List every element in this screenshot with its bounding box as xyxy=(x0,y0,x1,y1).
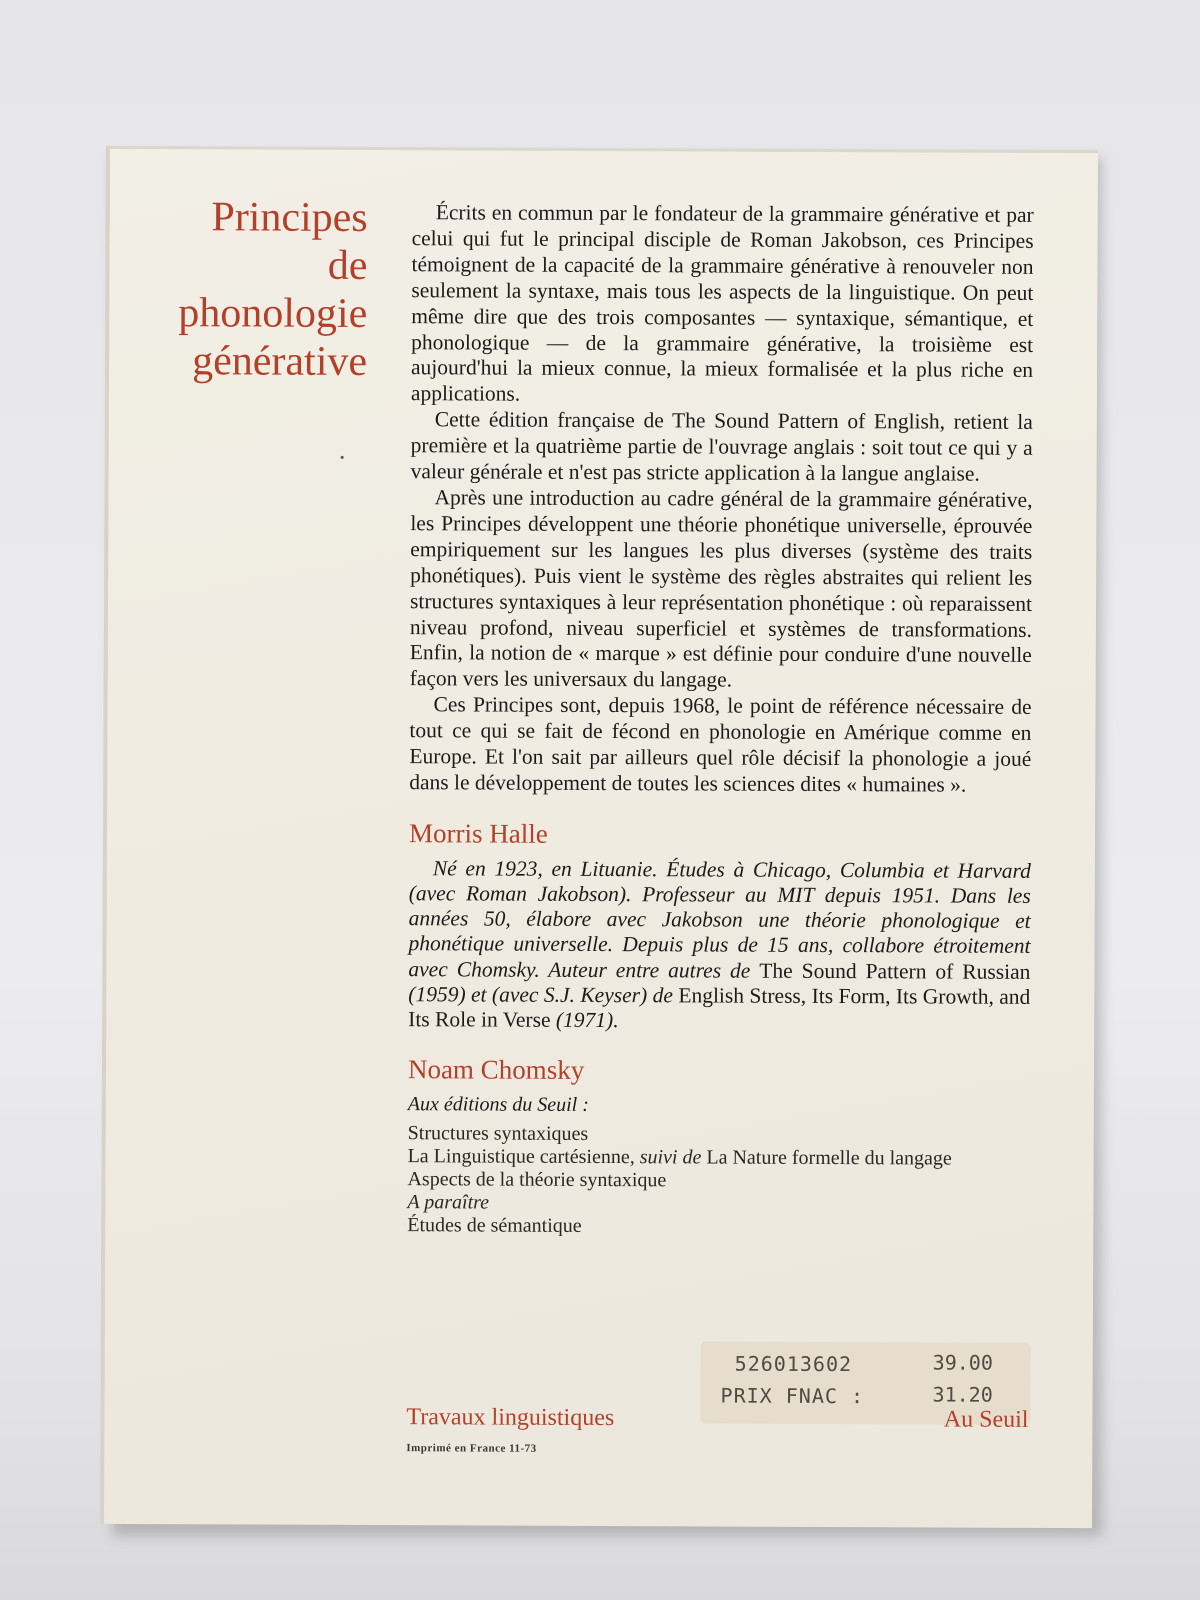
title-line: phonologie xyxy=(178,290,368,337)
publisher-list-label: Aux éditions du Seuil : xyxy=(407,1093,589,1117)
list-item: Aspects de la théorie syntaxique xyxy=(407,1168,667,1192)
book-title-ref: The Sound Pattern of Russian xyxy=(759,958,1031,984)
sticker-code: 526013602 xyxy=(734,1351,853,1377)
forthcoming-label: A paraître xyxy=(407,1191,490,1214)
book-title-ref: La Linguistique cartésienne, xyxy=(407,1145,635,1169)
blurb-column xyxy=(407,200,1034,1240)
printed-notice: Imprimé en France 11-73 xyxy=(406,1442,537,1455)
bio-text: (1971). xyxy=(555,1007,619,1033)
book-title xyxy=(107,193,368,386)
bio-text: (1959) et (avec S.J. Keyser) de xyxy=(408,982,673,1008)
title-line: Principes xyxy=(211,194,368,241)
blurb-paragraph: Cette édition française de The Sound Pattern of English, retient la première et la quatrième partie de l'ouvrage anglais : soit tout ce qui y a valeur générale et n'est pas stricte application à la langue anglaise. xyxy=(410,407,1033,486)
blurb-paragraph: Ces Principes sont, depuis 1968, le point de référence nécessaire de tout ce qui se fait de fécond en phonologie en Amérique comme en Europe. Et l'on sait par ailleurs quel rôle décisif la phonologie a joué dans le développement de toutes les sciences dites « humaines ». xyxy=(409,692,1032,797)
title-line: de xyxy=(327,242,368,289)
series-name: Travaux linguistiques xyxy=(406,1404,615,1432)
list-item: Structures syntaxiques xyxy=(407,1122,589,1146)
blurb-paragraph: Après une introduction au cadre général de la grammaire générative, les Principes développent une théorie phonétique universelle, éprouvée empiriquement sur les langues les plus diverses (système des traits phonétiques). Puis vient le système des règles abstraites qui relient les structures syntaxiques à leur représentation phonétique : où reparaissent niveau profond, niveau superficiel et systèmes de transformations. Enfin, la notion de « marque » est définie pour conduire d'une nouvelle façon vers les universaux du langage. xyxy=(409,485,1033,692)
bio-text: Né en 1923, en Lituanie. Études à Chicago, Columbia et Harvard (avec Roman Jakobson). Professeur au MIT depuis 1951. Dans les années 50, élabore avec Jakobson une théorie phonologique et phonétique universelle. Depuis plus de 15 ans, collabore étroitement avec Chomsky. Auteur entre autres de xyxy=(408,856,1031,983)
book-title-ref: English Stress, Its Form, Its Growth, and Its Role in Verse xyxy=(408,983,1031,1032)
speck xyxy=(341,456,344,459)
blurb-paragraph: Écrits en commun par le fondateur de la grammaire générative et par celui qui fut le principal disciple de Roman Jakobson, ces Principes témoignent de la capacité de la grammaire générative à renouveler non seulement la syntaxe, mais tous les aspects de la linguistique. On peut même dire que des trois composantes — syntaxique, sémantique, et phonologique — de la grammaire générative, la troisième est aujourd'hui la mieux connue, la mieux formalisée et la plus riche en applications. xyxy=(410,200,1034,406)
author-bio-halle xyxy=(408,856,1031,1035)
list-item: Études de sémantique xyxy=(407,1214,582,1238)
book-back-cover xyxy=(100,146,1098,1528)
connector-text: suivi de xyxy=(639,1146,702,1169)
list-item xyxy=(408,1145,1030,1171)
title-line: générative xyxy=(192,338,368,385)
footer-row xyxy=(406,1404,1028,1439)
book-title-ref: La Nature formelle du langage xyxy=(706,1146,952,1170)
chomsky-book-list xyxy=(407,1122,1029,1240)
sticker-fnac-price: 31.20 xyxy=(932,1382,993,1407)
publisher-name: Au Seuil xyxy=(943,1406,1029,1433)
sticker-price: 39.00 xyxy=(932,1350,993,1375)
author-name-halle: Morris Halle xyxy=(408,818,548,849)
author-name-chomsky: Noam Chomsky xyxy=(407,1054,585,1086)
sticker-label: PRIX FNAC : xyxy=(720,1383,865,1409)
